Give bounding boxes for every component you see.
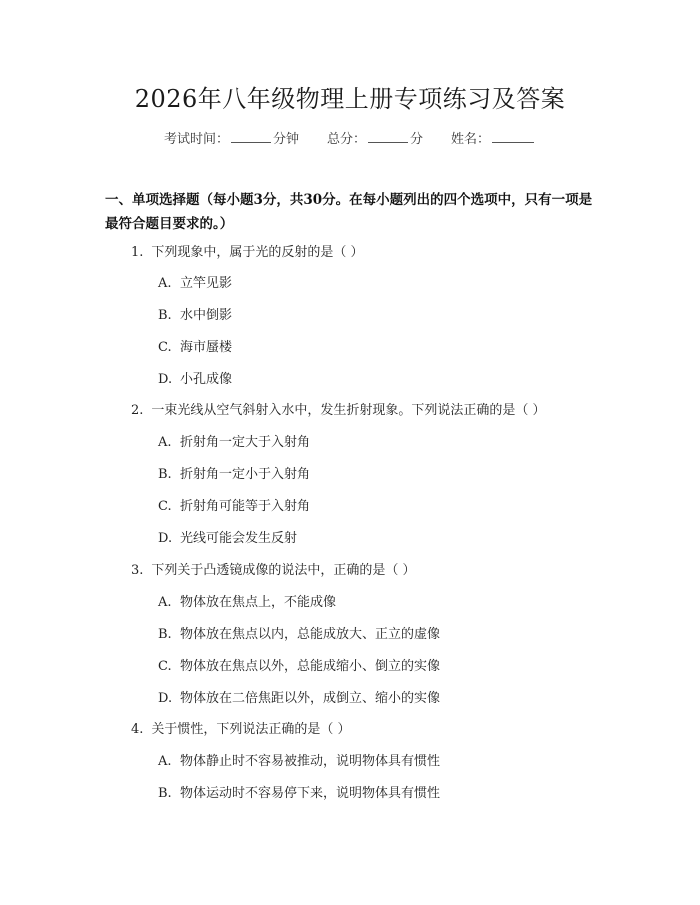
option-letter: C. bbox=[158, 659, 172, 674]
option-text: 小孔成像 bbox=[180, 372, 233, 387]
question-stem bbox=[131, 241, 364, 265]
answer-option[interactable] bbox=[158, 623, 440, 647]
answer-option[interactable] bbox=[158, 272, 232, 296]
exam-info-row bbox=[0, 128, 700, 152]
option-text: 折射角一定大于入射角 bbox=[180, 435, 311, 450]
answer-option[interactable] bbox=[158, 591, 336, 615]
option-letter: B. bbox=[158, 467, 172, 482]
student-name-blank[interactable] bbox=[492, 128, 534, 143]
question-number: 4. bbox=[131, 722, 144, 737]
option-letter: C. bbox=[158, 499, 172, 514]
option-text: 物体放在焦点以内，总能成放大、正立的虚像 bbox=[180, 627, 441, 642]
question-number: 3. bbox=[131, 563, 144, 578]
option-text: 物体放在二倍焦距以外，成倒立、缩小的实像 bbox=[180, 691, 441, 706]
option-text: 物体运动时不容易停下来，说明物体具有惯性 bbox=[180, 786, 441, 801]
student-name-field bbox=[451, 128, 536, 152]
question-stem bbox=[131, 559, 416, 583]
answer-option[interactable] bbox=[158, 527, 297, 551]
option-text: 物体静止时不容易被推动，说明物体具有惯性 bbox=[180, 754, 441, 769]
option-text: 光线可能会发生反射 bbox=[180, 531, 298, 546]
question-stem bbox=[131, 399, 546, 423]
exam-time-field bbox=[164, 128, 299, 152]
option-text: 折射角可能等于入射角 bbox=[180, 499, 311, 514]
answer-option[interactable] bbox=[158, 782, 440, 806]
answer-option[interactable] bbox=[158, 655, 440, 679]
option-letter: A. bbox=[158, 595, 172, 610]
option-text: 立竿见影 bbox=[180, 276, 233, 291]
option-letter: D. bbox=[158, 531, 173, 546]
answer-option[interactable] bbox=[158, 336, 232, 360]
answer-option[interactable] bbox=[158, 463, 310, 487]
student-name-label: 姓名： bbox=[451, 132, 491, 147]
option-letter: C. bbox=[158, 340, 172, 355]
option-letter: D. bbox=[158, 372, 173, 387]
answer-option[interactable] bbox=[158, 750, 440, 774]
question-number: 1. bbox=[131, 245, 144, 260]
option-letter: B. bbox=[158, 786, 172, 801]
option-letter: B. bbox=[158, 627, 172, 642]
option-text: 水中倒影 bbox=[180, 308, 233, 323]
page-title: 2026年八年级物理上册专项练习及答案 bbox=[134, 85, 566, 113]
question-text: 下列现象中，属于光的反射的是（ ） bbox=[151, 245, 364, 260]
total-score-blank[interactable] bbox=[368, 128, 408, 143]
option-letter: A. bbox=[158, 754, 172, 769]
exam-time-label: 考试时间： bbox=[163, 132, 229, 147]
total-score-unit: 分 bbox=[410, 132, 424, 147]
section-header: 一、单项选择题（每小题3分，共30分。在每小题列出的四个选项中，只有一项是最符合题目要求的。） bbox=[105, 192, 593, 232]
option-text: 物体放在焦点以外，总能成缩小、倒立的实像 bbox=[180, 659, 441, 674]
option-text: 物体放在焦点上，不能成像 bbox=[180, 595, 337, 610]
total-score-field bbox=[327, 128, 423, 152]
option-letter: A. bbox=[158, 435, 172, 450]
option-letter: A. bbox=[158, 276, 172, 291]
answer-option[interactable] bbox=[158, 495, 310, 519]
option-letter: D. bbox=[158, 691, 173, 706]
question-text: 关于惯性，下列说法正确的是（ ） bbox=[151, 722, 351, 737]
question-text: 一束光线从空气斜射入水中，发生折射现象。下列说法正确的是（ ） bbox=[151, 403, 546, 418]
question-stem bbox=[131, 718, 351, 742]
total-score-label: 总分： bbox=[326, 132, 366, 147]
answer-option[interactable] bbox=[158, 687, 440, 711]
option-letter: B. bbox=[158, 308, 172, 323]
option-text: 折射角一定小于入射角 bbox=[180, 467, 311, 482]
question-text: 下列关于凸透镜成像的说法中，正确的是（ ） bbox=[151, 563, 416, 578]
option-text: 海市蜃楼 bbox=[180, 340, 233, 355]
answer-option[interactable] bbox=[158, 368, 232, 392]
answer-option[interactable] bbox=[158, 431, 310, 455]
exam-time-blank[interactable] bbox=[231, 128, 271, 143]
question-number: 2. bbox=[131, 403, 144, 418]
answer-option[interactable] bbox=[158, 304, 232, 328]
exam-time-unit: 分钟 bbox=[272, 132, 299, 147]
